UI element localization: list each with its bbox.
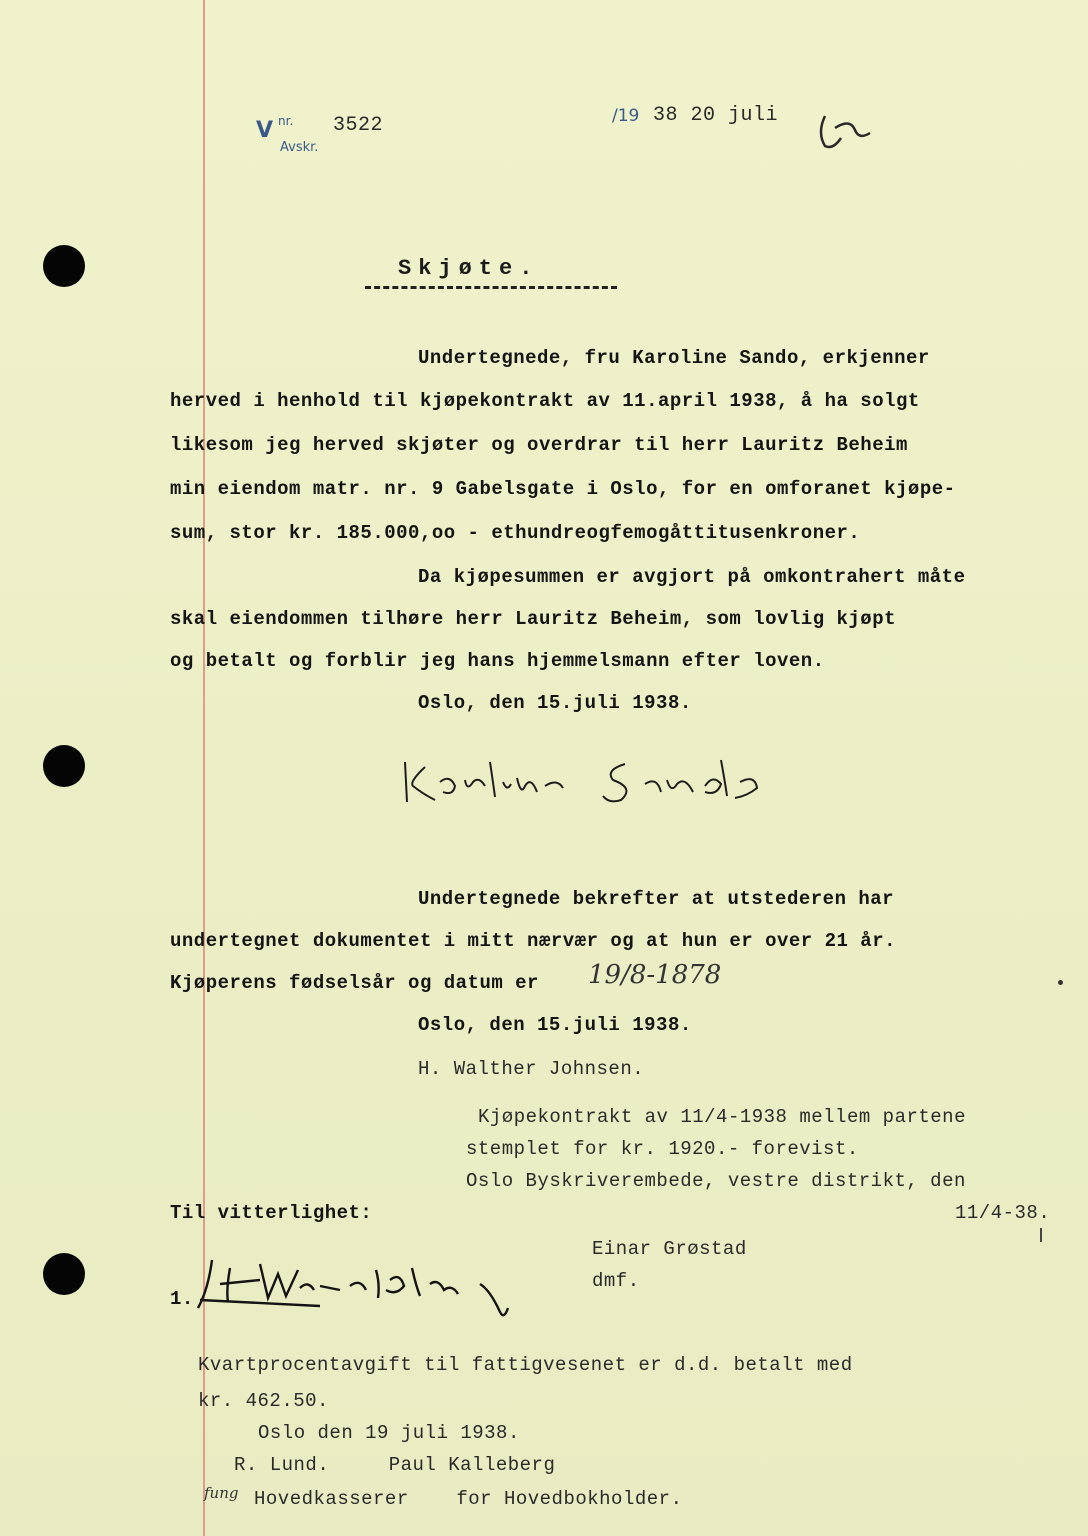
- witness-number: 1.: [170, 1288, 194, 1310]
- confirmation-line3: Kjøperens fødselsår og datum er: [170, 972, 539, 994]
- paragraph1-line3: likesom jeg herved skjøter og overdrar til herr Lauritz Beheim: [170, 434, 908, 456]
- fee-note-line2: kr. 462.50.: [198, 1390, 329, 1412]
- paragraph1-line1: Undertegnede, fru Karoline Sando, erkjenner: [418, 347, 930, 369]
- witness-typed-name: H. Walther Johnsen.: [418, 1058, 645, 1080]
- stamp-year-prefix: /19: [612, 106, 640, 126]
- contract-note-line1: Kjøpekontrakt av 11/4-1938 mellem partene: [478, 1106, 966, 1128]
- confirmation-line2: undertegnet dokumentet i mitt nærvær og at hun er over 21 år.: [170, 930, 897, 952]
- date-line-2: Oslo, den 15.juli 1938.: [418, 1014, 692, 1036]
- stamp-initial-mark: [815, 108, 875, 158]
- witness-signature: [190, 1250, 540, 1325]
- document-title: Skjøte.: [398, 256, 540, 281]
- fee-note-line3: Oslo den 19 juli 1938.: [258, 1422, 520, 1444]
- contract-note-line3: Oslo Byskriverembede, vestre distrikt, den: [466, 1170, 966, 1192]
- fee-note-line4: R. Lund. Paul Kalleberg: [234, 1454, 556, 1476]
- paragraph1-line5: sum, stor kr. 185.000,oo - ethundreogfemogåttitusenkroner.: [170, 522, 861, 544]
- date-line-1: Oslo, den 15.juli 1938.: [418, 692, 692, 714]
- handwritten-birth-date: 19/8-1878: [588, 960, 722, 990]
- stamp-v: V: [256, 118, 274, 143]
- ink-speck: [1058, 980, 1063, 985]
- stamp-number: 3522: [333, 114, 384, 137]
- paragraph2-line1: Da kjøpesummen er avgjort på omkontrahert måte: [418, 566, 966, 588]
- contract-note-line4: 11/4-38.: [955, 1202, 1051, 1224]
- contract-note-line2: stemplet for kr. 1920.- forevist.: [466, 1138, 859, 1160]
- stamp-avskr: Avskr.: [280, 140, 319, 155]
- fee-initials: fung: [204, 1484, 239, 1502]
- confirmation-line1: Undertegnede bekrefter at utstederen har: [418, 888, 895, 910]
- paragraph1-line4: min eiendom matr. nr. 9 Gabelsgate i Oslo, for en omforanet kjøpe-: [170, 478, 956, 500]
- vitterlighet-label: Til vitterlighet:: [170, 1202, 373, 1224]
- paragraph2-line3: og betalt og forblir jeg hans hjemmelsmann efter loven.: [170, 650, 825, 672]
- title-underline: [365, 286, 617, 289]
- fee-note-line5: Hovedkasserer for Hovedbokholder.: [254, 1488, 683, 1510]
- fee-note-line1: Kvartprocentavgift til fattigvesenet er d.d. betalt med: [198, 1354, 853, 1376]
- stamp-nr: nr.: [278, 114, 294, 128]
- ink-mark: [1040, 1228, 1042, 1242]
- paragraph2-line2: skal eiendommen tilhøre herr Lauritz Beheim, som lovlig kjøpt: [170, 608, 897, 630]
- stamp-year-date: 38 20 juli: [653, 104, 779, 127]
- clerk-name: Einar Grøstad: [592, 1238, 747, 1260]
- clerk-title: dmf.: [592, 1270, 640, 1292]
- punch-hole-middle: [43, 745, 85, 787]
- punch-hole-bottom: [43, 1253, 85, 1295]
- paragraph1-line2: herved i henhold til kjøpekontrakt av 11.april 1938, å ha solgt: [170, 390, 920, 412]
- signature-karoline-sando: [395, 752, 795, 817]
- punch-hole-top: [43, 245, 85, 287]
